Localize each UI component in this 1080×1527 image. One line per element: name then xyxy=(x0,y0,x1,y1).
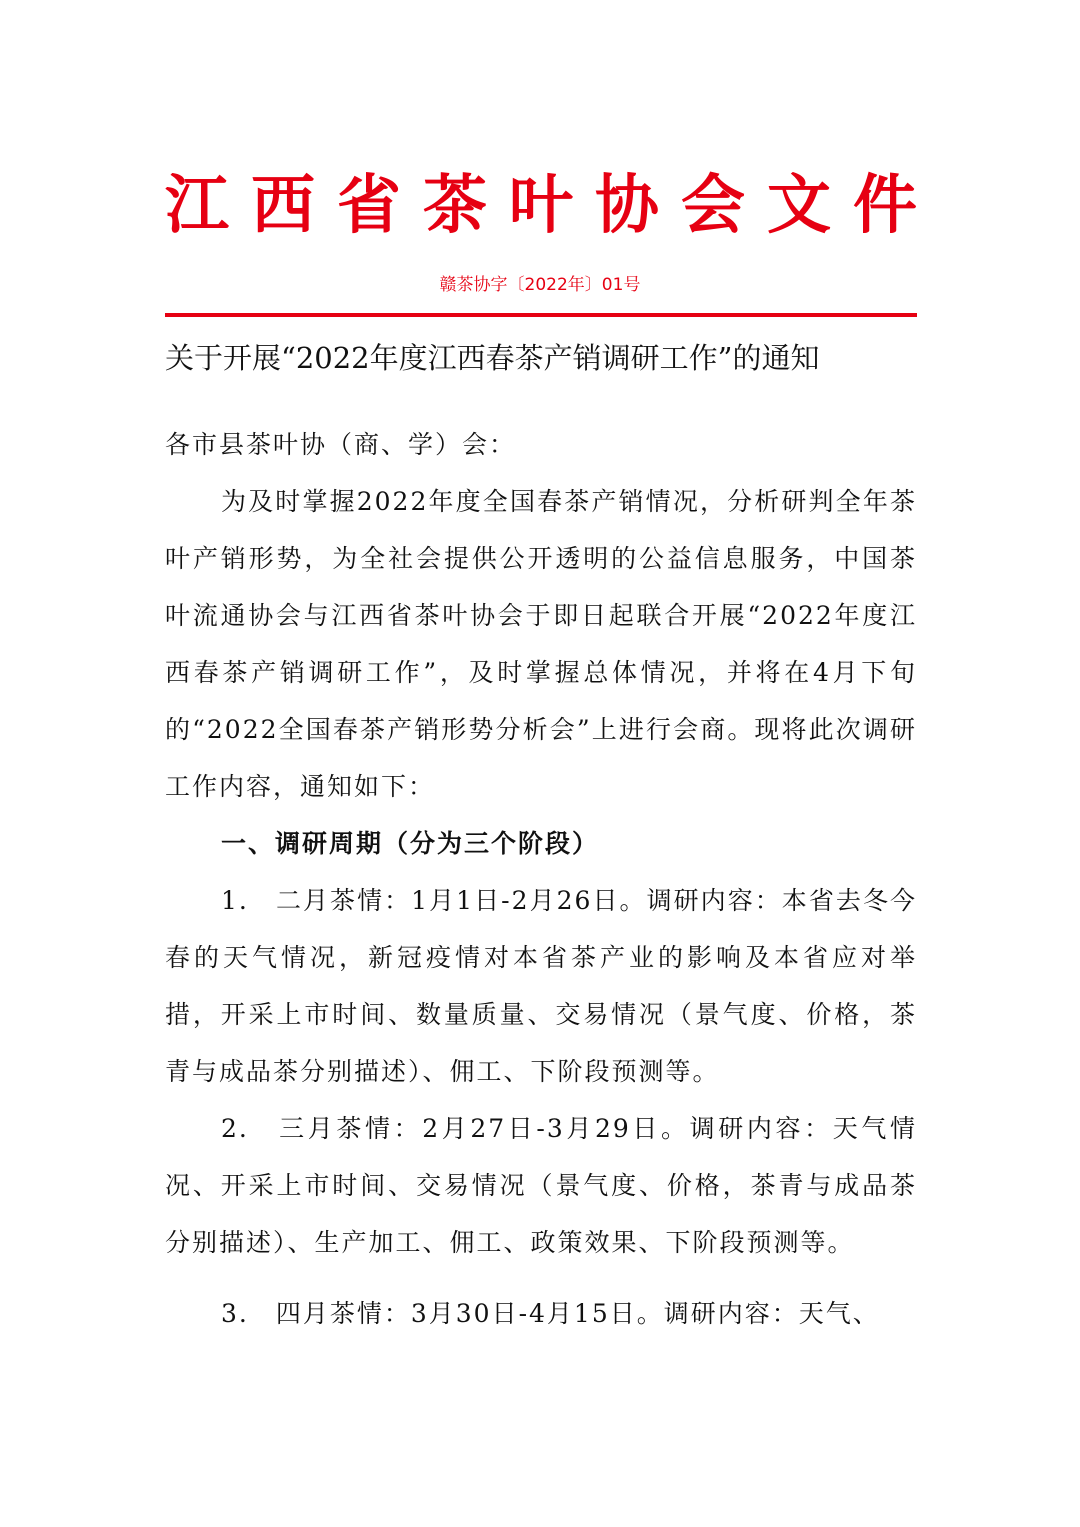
document-header-title xyxy=(165,166,917,246)
document-body xyxy=(165,416,917,1342)
list-item-1: 1. 二月茶情：1月1日-2月26日。调研内容：本省去冬今春的天气情况，新冠疫情对本省茶产业的影响及本省应对举措，开采上市时间、数量质量、交易情况（景气度、价格，茶青与成品茶分别描述）、佣工、下阶段预测等。 xyxy=(165,886,917,1086)
list-item-2: 2. 三月茶情：2月27日-3月29日。调研内容：天气情况、开采上市时间、交易情况（景气度、价格，茶青与成品茶分别描述）、生产加工、佣工、政策效果、下阶段预测等。 xyxy=(165,1114,917,1257)
notice-title: 关于开展“2022年度江西春茶产销调研工作”的通知 xyxy=(165,341,820,375)
header-char: 件 xyxy=(853,168,917,243)
header-char: 茶 xyxy=(423,168,487,243)
intro-paragraph: 为及时掌握2022年度全国春茶产销情况，分析研判全年茶叶产销形势，为全社会提供公开透明的公益信息服务，中国茶叶流通协会与江西省茶叶协会于即日起联合开展“2022年度江西春茶产销调研工作”，及时掌握总体情况，并将在4月下旬的“2022全国春茶产销形势分析会”上进行会商。现将此次调研工作内容，通知如下： xyxy=(165,487,917,801)
list-item-3: 3. 四月茶情：3月30日-4月15日。调研内容：天气、 xyxy=(221,1299,880,1328)
header-char: 会 xyxy=(681,168,745,243)
header-char: 协 xyxy=(595,168,659,243)
salutation: 各市县茶叶协（商、学）会： xyxy=(165,430,517,459)
red-divider-line xyxy=(165,313,917,317)
header-char: 江 xyxy=(165,168,229,243)
header-char: 叶 xyxy=(509,168,573,243)
header-char: 省 xyxy=(337,168,401,243)
section-heading: 一、调研周期（分为三个阶段） xyxy=(221,829,600,858)
document-number: 赣茶协字〔2022年〕01号 xyxy=(439,275,641,295)
header-char: 文 xyxy=(767,168,831,243)
header-char: 西 xyxy=(251,168,315,243)
